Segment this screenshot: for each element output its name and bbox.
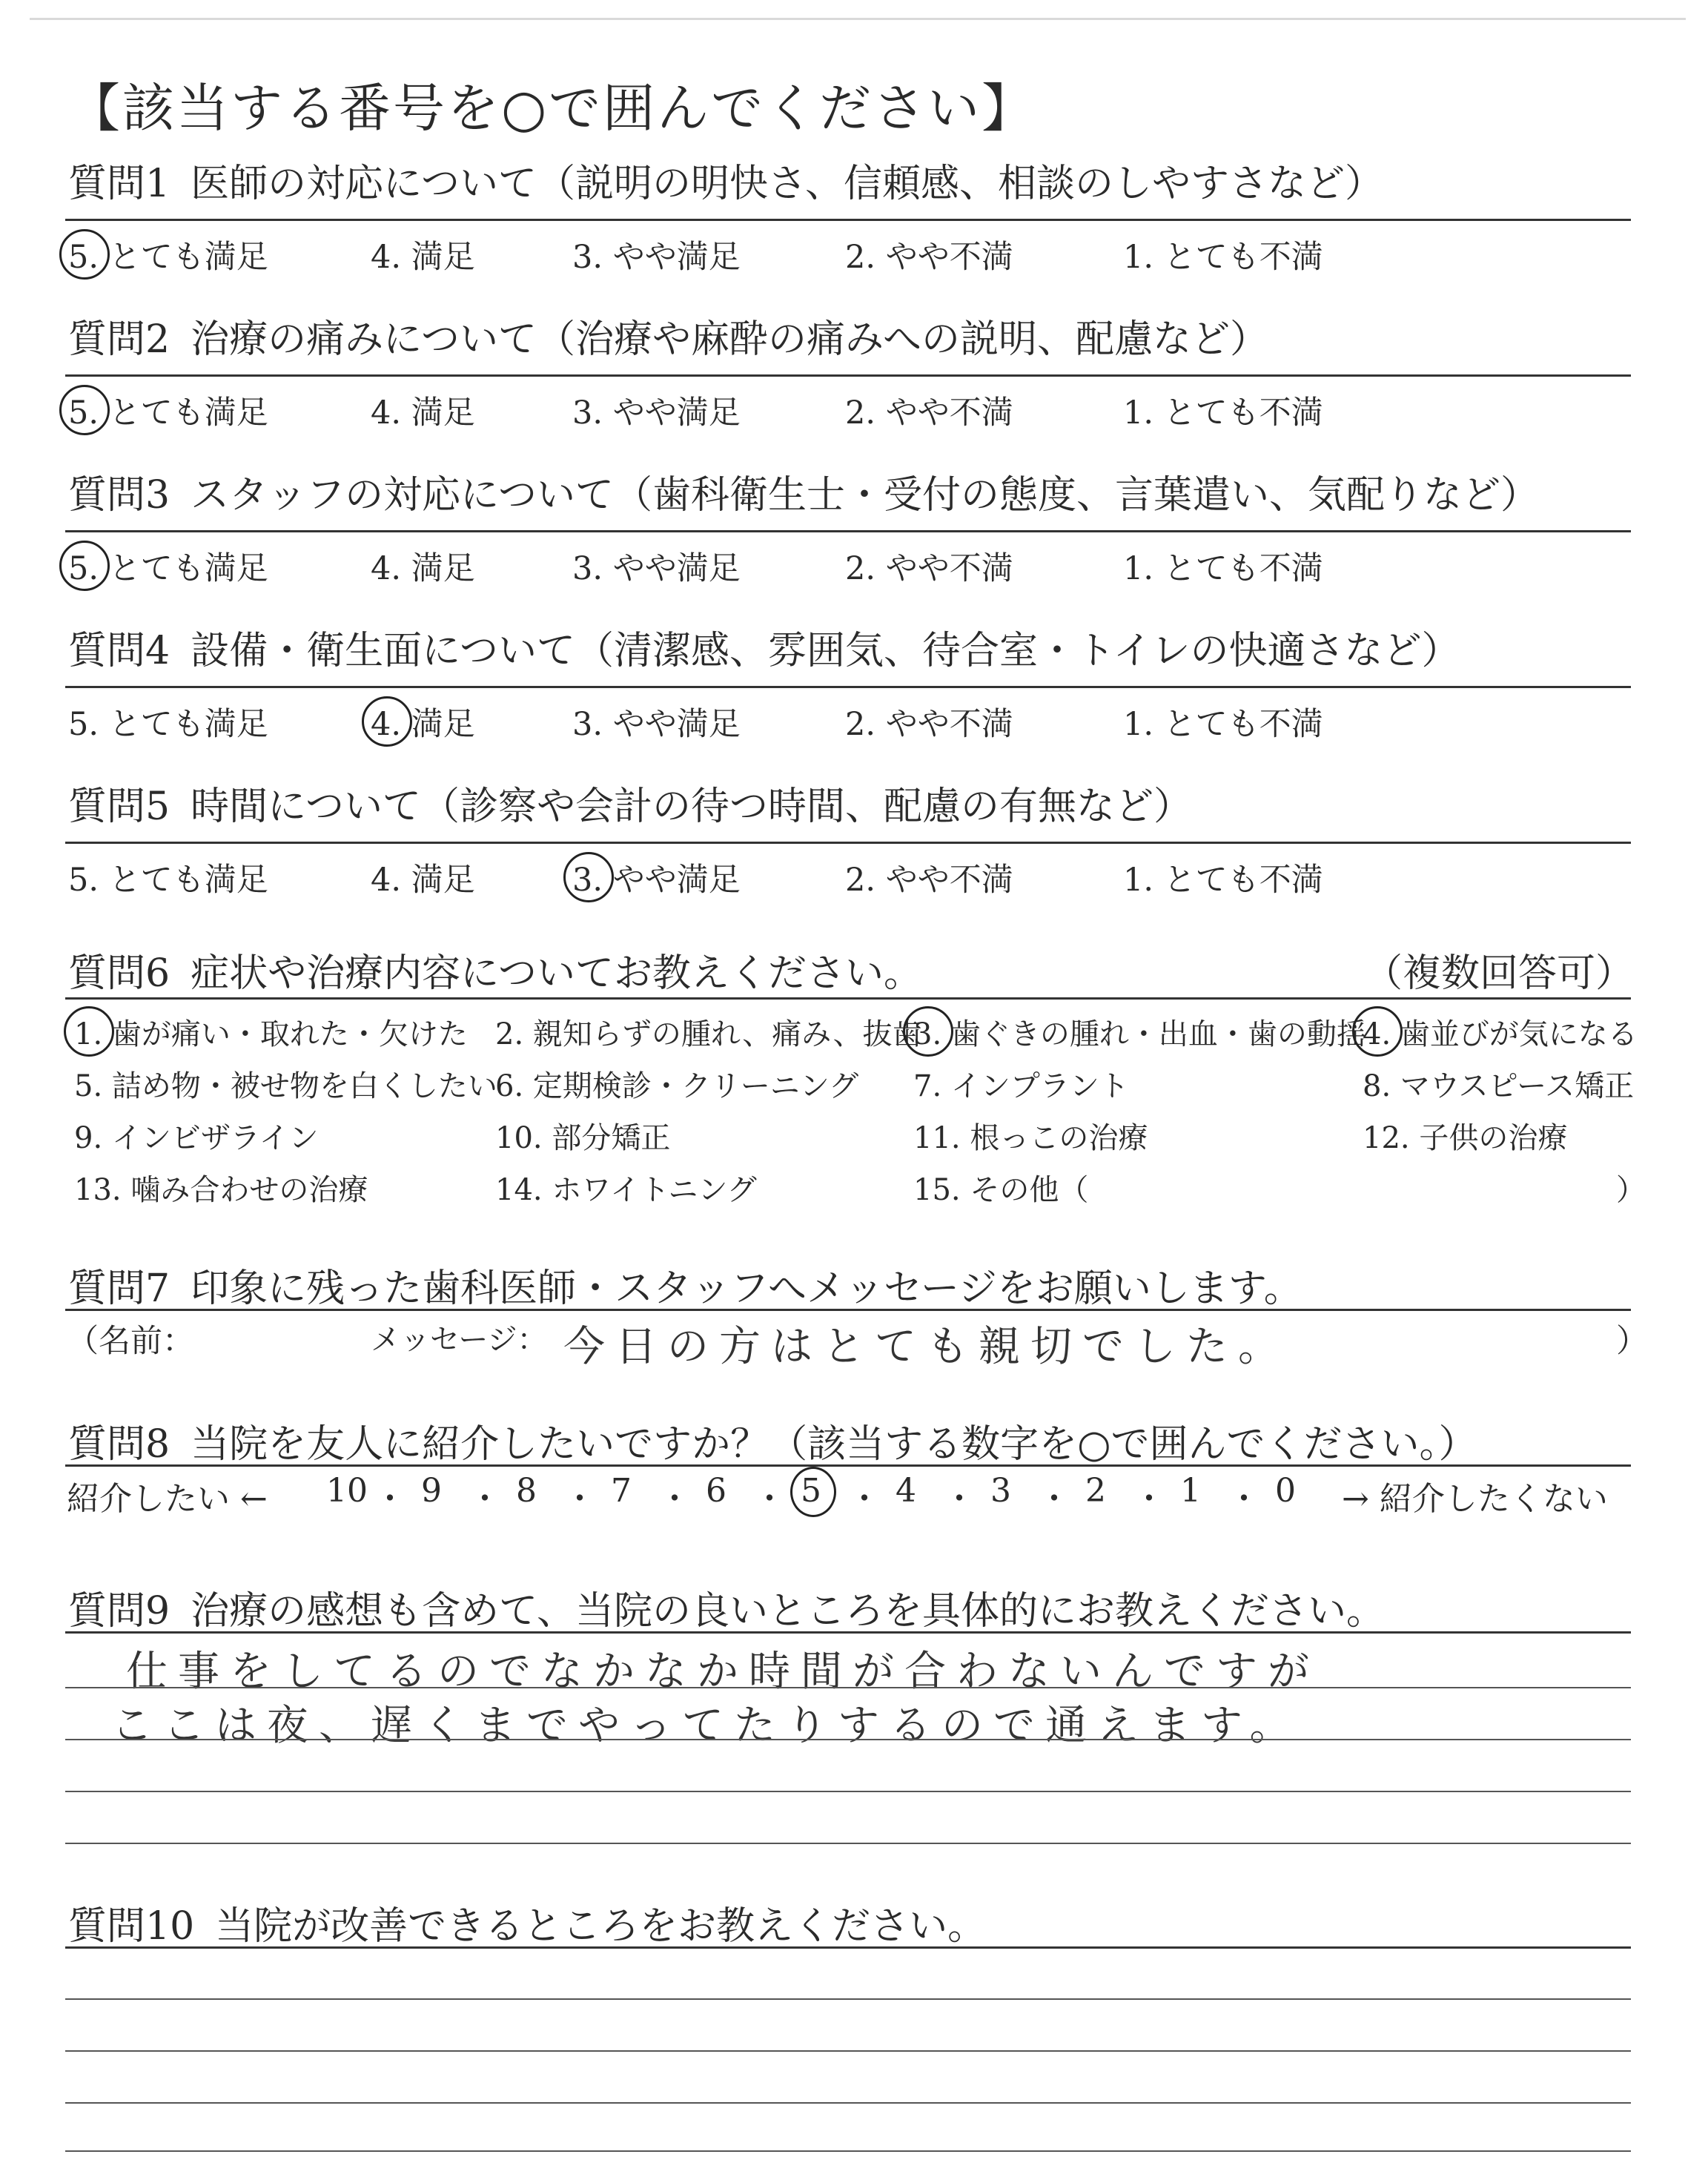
q8-left-label: 紹介したい ← — [67, 1480, 268, 1518]
q6-item-7[interactable]: 7. インプラント — [913, 1069, 1129, 1103]
q8-scale-1[interactable]: 1 — [1180, 1472, 1201, 1510]
q1-title — [68, 152, 1383, 208]
q2-text: 治療の痛みについて（治療や麻酔の痛みへの説明、配慮など） — [191, 317, 1269, 362]
q1-selected-circle — [59, 229, 110, 280]
q5-rule — [65, 842, 1631, 844]
q10-line-2 — [65, 2050, 1631, 2052]
q2-selected-circle — [59, 385, 110, 435]
q9-title — [68, 1579, 1385, 1635]
q6-item-8[interactable]: 8. マウスピース矯正 — [1363, 1069, 1635, 1103]
q6-item-3[interactable]: 3. 歯ぐきの腫れ・出血・歯の動揺 — [913, 1017, 1366, 1051]
q6-title — [68, 942, 922, 997]
q6-item-4[interactable]: 4. 歯並びが気になる — [1363, 1017, 1638, 1051]
q5-option-4[interactable]: 4. 満足 — [371, 862, 475, 899]
q1-option-2[interactable]: 2. やや不満 — [845, 239, 1013, 276]
q2-title — [68, 308, 1268, 363]
q9-answer-line-2: ここは夜、遅くまでやってたりするので通えます。 — [111, 1702, 1302, 1750]
q10-rule — [65, 1946, 1631, 1949]
q1-rule — [65, 219, 1631, 221]
q6-item-2[interactable]: 2. 親知らずの腫れ、痛み、抜歯 — [495, 1017, 922, 1051]
q9-text: 治療の感想も含めて、当院の良いところを具体的にお教えください。 — [191, 1589, 1386, 1634]
q3-option-3[interactable]: 3. やや満足 — [572, 550, 741, 587]
q7-title — [68, 1257, 1302, 1312]
q7-close: ） — [1616, 1323, 1648, 1360]
q4-option-4[interactable]: 4. 満足 — [371, 706, 475, 743]
q3-option-2[interactable]: 2. やや不満 — [845, 550, 1013, 587]
form-heading: 【該当する番号を○で囲んでください】 — [68, 78, 1036, 139]
q4-selected-circle — [362, 696, 412, 747]
q8-scale-dot: ・ — [753, 1480, 786, 1518]
q5-option-1[interactable]: 1. とても不満 — [1123, 862, 1323, 899]
q7-rule — [65, 1309, 1631, 1311]
q8-title — [68, 1413, 1477, 1468]
q8-scale-10[interactable]: 10 — [326, 1472, 368, 1510]
q9-line-3 — [65, 1791, 1631, 1792]
scan-edge-line — [30, 18, 1686, 20]
q3-option-5[interactable]: 5. とても満足 — [68, 550, 268, 587]
q8-scale-2[interactable]: 2 — [1085, 1472, 1106, 1510]
q1-option-5[interactable]: 5. とても満足 — [68, 239, 268, 276]
q4-option-2[interactable]: 2. やや不満 — [845, 706, 1013, 743]
q3-title — [68, 463, 1539, 519]
q9-line-2 — [65, 1739, 1631, 1740]
q3-selected-circle — [59, 541, 110, 591]
q8-scale-5[interactable]: 5 — [801, 1472, 821, 1510]
q3-rule — [65, 530, 1631, 532]
q2-rule — [65, 374, 1631, 377]
q6-label: 質問6 — [68, 951, 171, 996]
q6-item-5[interactable]: 5. 詰め物・被せ物を白くしたい — [74, 1069, 497, 1103]
q5-title — [68, 775, 1192, 830]
q10-title — [68, 1895, 986, 1950]
q3-option-1[interactable]: 1. とても不満 — [1123, 550, 1323, 587]
q7-text: 印象に残った歯科医師・スタッフへメッセージをお願いします。 — [191, 1266, 1302, 1311]
q1-label: 質問1 — [68, 162, 171, 206]
q6-item-10[interactable]: 10. 部分矯正 — [495, 1121, 671, 1155]
q9-line-4 — [65, 1843, 1631, 1844]
q10-line-3 — [65, 2102, 1631, 2104]
q8-scale-8[interactable]: 8 — [516, 1472, 537, 1510]
q8-scale-dot: ・ — [374, 1480, 406, 1518]
q8-scale-dot: ・ — [658, 1480, 691, 1518]
q5-label: 質問5 — [68, 785, 171, 829]
q2-option-1[interactable]: 1. とても不満 — [1123, 394, 1323, 432]
q5-option-5[interactable]: 5. とても満足 — [68, 862, 268, 899]
q8-scale-dot: ・ — [1228, 1480, 1260, 1518]
q6-selected-circle-1 — [64, 1006, 114, 1057]
q4-option-1[interactable]: 1. とても不満 — [1123, 706, 1323, 743]
q2-option-2[interactable]: 2. やや不満 — [845, 394, 1013, 432]
q3-option-4[interactable]: 4. 満足 — [371, 550, 475, 587]
q6-item-1[interactable]: 1. 歯が痛い・取れた・欠けた — [74, 1017, 468, 1051]
q8-scale-dot: ・ — [469, 1480, 501, 1518]
q8-scale-4[interactable]: 4 — [896, 1472, 916, 1510]
q8-scale-6[interactable]: 6 — [706, 1472, 726, 1510]
q9-label: 質問9 — [68, 1589, 171, 1634]
q6-item-9[interactable]: 9. インビザライン — [74, 1121, 319, 1155]
q3-label: 質問3 — [68, 473, 171, 518]
q6-item-15[interactable]: 15. その他（ — [913, 1173, 1089, 1207]
q6-item-13[interactable]: 13. 噛み合わせの治療 — [74, 1173, 368, 1207]
q7-message-handwritten: 今日の方はとても親切でした。 — [563, 1323, 1290, 1371]
q7-label: 質問7 — [68, 1266, 171, 1311]
q10-line-4 — [65, 2150, 1631, 2152]
q1-option-3[interactable]: 3. やや満足 — [572, 239, 741, 276]
q5-option-2[interactable]: 2. やや不満 — [845, 862, 1013, 899]
q5-text: 時間について（診察や会計の待つ時間、配慮の有無など） — [191, 785, 1193, 829]
q8-right-label: → 紹介したくない — [1342, 1480, 1608, 1518]
q2-option-3[interactable]: 3. やや満足 — [572, 394, 741, 432]
q3-text: スタッフの対応について（歯科衛生士・受付の態度、言葉遣い、気配りなど） — [191, 473, 1540, 518]
q6-item-12[interactable]: 12. 子供の治療 — [1363, 1121, 1568, 1155]
q6-selected-circle-3 — [903, 1006, 953, 1057]
q8-scale-dot: ・ — [943, 1480, 976, 1518]
q4-option-3[interactable]: 3. やや満足 — [572, 706, 741, 743]
q6-selected-circle-4 — [1352, 1006, 1403, 1057]
q4-text: 設備・衛生面について（清潔感、雰囲気、待合室・トイレの快適さなど） — [191, 629, 1460, 673]
q6-multiple-note: （複数回答可） — [1364, 951, 1635, 996]
q8-scale-dot: ・ — [1038, 1480, 1070, 1518]
q1-text: 医師の対応について（説明の明快さ、信頼感、相談のしやすさなど） — [191, 162, 1383, 206]
q8-scale-9[interactable]: 9 — [421, 1472, 442, 1510]
q6-text: 症状や治療内容についてお教えください。 — [191, 951, 923, 996]
q10-line-1 — [65, 1998, 1631, 2000]
q8-scale-3[interactable]: 3 — [990, 1472, 1011, 1510]
q1-option-1[interactable]: 1. とても不満 — [1123, 239, 1323, 276]
q10-label: 質問10 — [68, 1904, 195, 1949]
q9-line-1 — [65, 1687, 1631, 1688]
q8-scale-dot: ・ — [563, 1480, 596, 1518]
q8-scale-dot: ・ — [848, 1480, 881, 1518]
q8-scale-dot: ・ — [1133, 1480, 1165, 1518]
q6-rule — [65, 997, 1631, 1000]
q6-item-6[interactable]: 6. 定期検診・クリーニング — [495, 1069, 859, 1103]
q5-option-3[interactable]: 3. やや満足 — [572, 862, 741, 899]
q9-rule — [65, 1631, 1631, 1634]
q1-option-4[interactable]: 4. 満足 — [371, 239, 475, 276]
q4-option-5[interactable]: 5. とても満足 — [68, 706, 268, 743]
q9-answer-line-1: 仕事をしてるのでなかなか時間が合わないんですが — [126, 1648, 1320, 1696]
q4-title — [68, 619, 1460, 675]
q8-selected-circle — [790, 1467, 836, 1517]
q7-name-label: （名前： — [67, 1323, 194, 1360]
q10-text: 当院が改善できるところをお教えください。 — [215, 1904, 987, 1949]
q2-label: 質問2 — [68, 317, 171, 362]
q2-option-4[interactable]: 4. 満足 — [371, 394, 475, 432]
q8-rule — [65, 1464, 1631, 1467]
q8-label: 質問8 — [68, 1422, 171, 1467]
q6-other-close: ） — [1616, 1173, 1646, 1207]
q6-item-14[interactable]: 14. ホワイトニング — [495, 1173, 757, 1207]
q4-label: 質問4 — [68, 629, 171, 673]
q4-rule — [65, 686, 1631, 688]
q8-scale-0[interactable]: 0 — [1275, 1472, 1296, 1510]
q2-option-5[interactable]: 5. とても満足 — [68, 394, 268, 432]
q7-message-label: メッセージ： — [371, 1323, 547, 1357]
q5-selected-circle — [563, 852, 614, 902]
q8-text: 当院を友人に紹介したいですか？（該当する数字を○で囲んでください。） — [191, 1422, 1477, 1467]
q6-item-11[interactable]: 11. 根っこの治療 — [913, 1121, 1148, 1155]
q8-scale-7[interactable]: 7 — [611, 1472, 632, 1510]
